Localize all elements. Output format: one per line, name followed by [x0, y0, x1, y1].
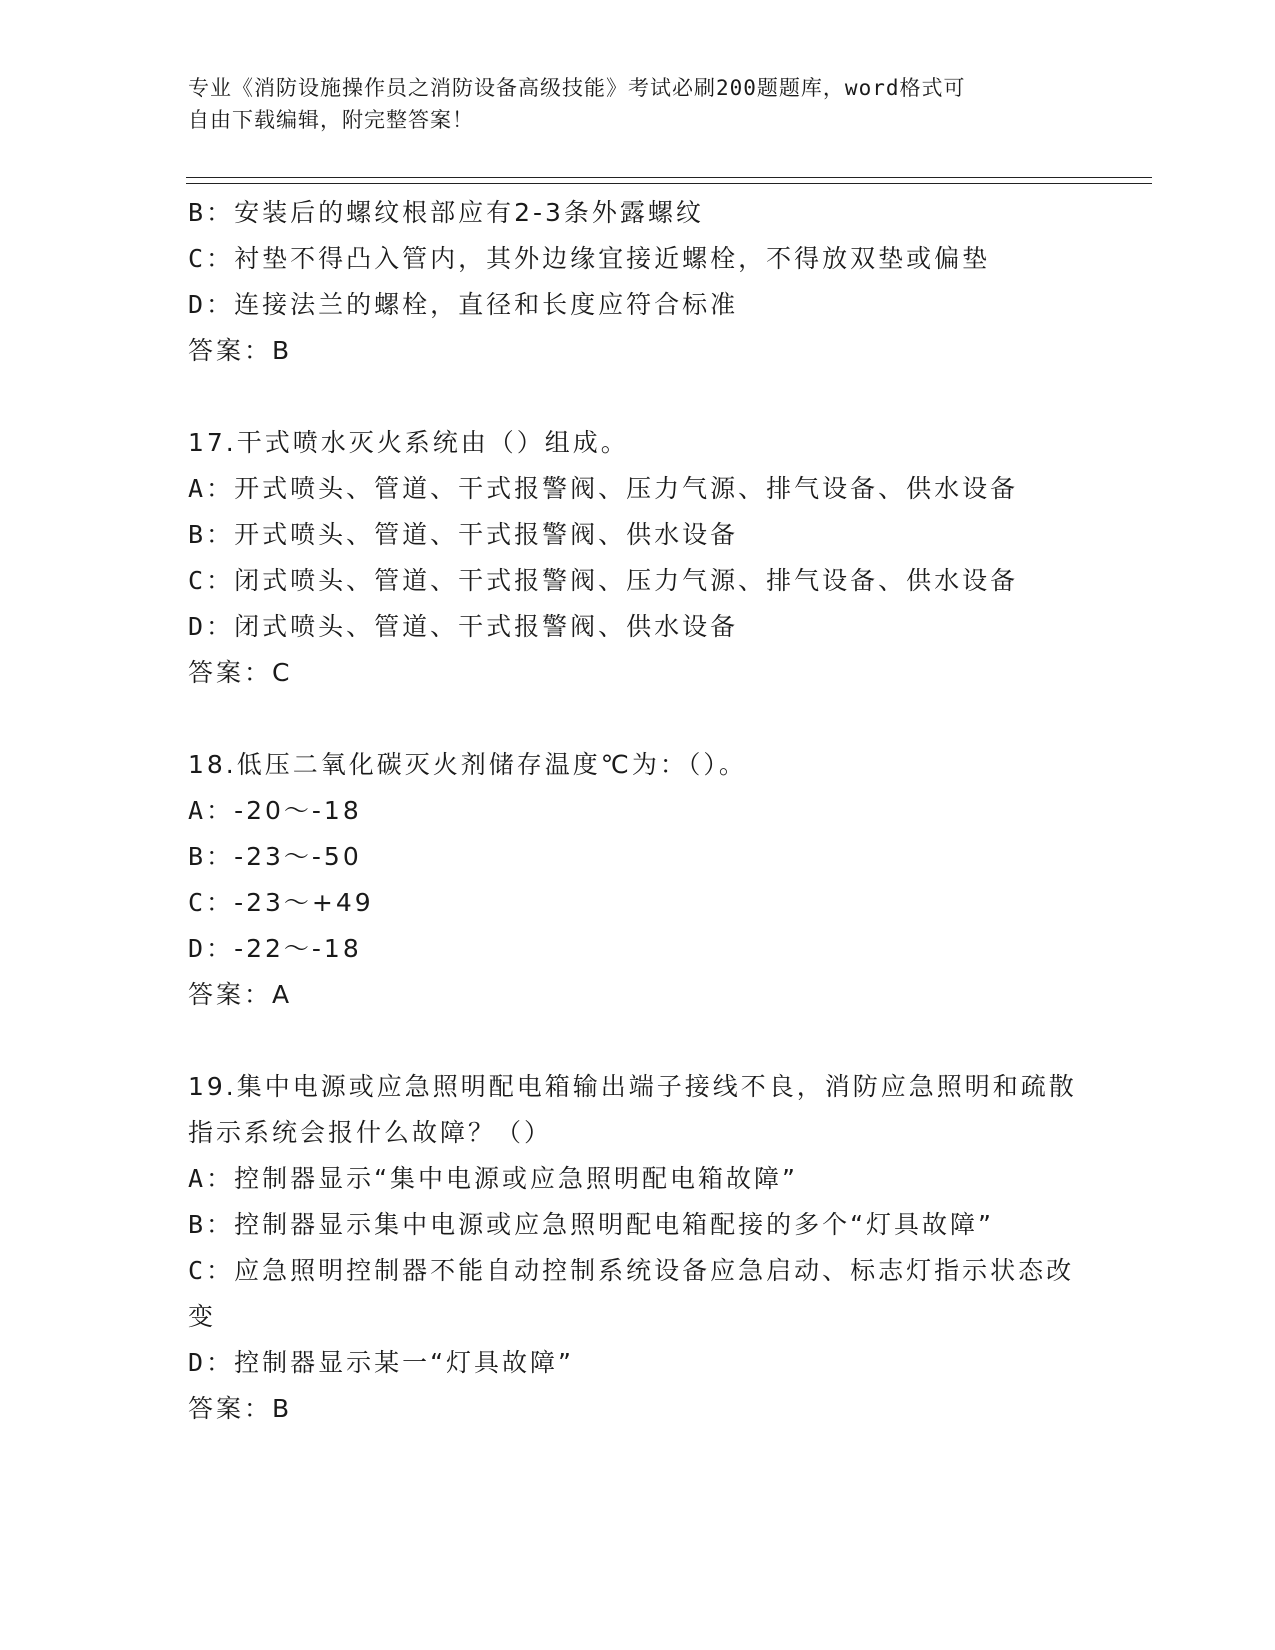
answer: 答案：C: [188, 658, 293, 687]
answer: 答案：A: [188, 980, 293, 1009]
option-c: C：应急照明控制器不能自动控制系统设备应急启动、标志灯指示状态改变: [188, 1256, 1075, 1331]
question-stem: 17.干式喷水灭火系统由（）组成。: [188, 428, 629, 457]
question-stem: 19.集中电源或应急照明配电箱输出端子接线不良，消防应急照明和疏散指示系统会报什么故障？（）: [188, 1072, 1077, 1147]
question-19: [188, 1064, 1088, 1432]
option-b: B：控制器显示集中电源或应急照明配电箱配接的多个“灯具故障”: [188, 1210, 994, 1239]
option-d: D：闭式喷头、管道、干式报警阀、供水设备: [188, 612, 739, 641]
option-b: B：-23～-50: [188, 842, 362, 871]
header-divider-top: [186, 177, 1152, 178]
question-17: [188, 420, 1088, 696]
question-stem: 18.低压二氧化碳灭火剂储存温度℃为：（）。: [188, 750, 747, 779]
option-a: A：控制器显示“集中电源或应急照明配电箱故障”: [188, 1164, 798, 1193]
document-header: [188, 72, 1088, 136]
option-c: C：闭式喷头、管道、干式报警阀、压力气源、排气设备、供水设备: [188, 566, 1019, 595]
header-line-2: 自由下载编辑，附完整答案！: [188, 108, 474, 132]
header-divider-bottom: [186, 183, 1152, 184]
option-d: D：控制器显示某一“灯具故障”: [188, 1348, 574, 1377]
option-b: B：安装后的螺纹根部应有2-3条外露螺纹: [188, 198, 704, 227]
header-line-1: 专业《消防设施操作员之消防设备高级技能》考试必刷200题题库，word格式可: [188, 76, 966, 100]
option-c: C：-23～+49: [188, 888, 374, 917]
answer: 答案：B: [188, 336, 293, 365]
option-c: C：衬垫不得凸入管内，其外边缘宜接近螺栓，不得放双垫或偏垫: [188, 244, 991, 273]
option-a: A：开式喷头、管道、干式报警阀、压力气源、排气设备、供水设备: [188, 474, 1019, 503]
option-b: B：开式喷头、管道、干式报警阀、供水设备: [188, 520, 739, 549]
prev-question-tail: [188, 190, 1088, 374]
answer: 答案：B: [188, 1394, 293, 1423]
question-list: [188, 190, 1088, 1432]
option-d: D：-22～-18: [188, 934, 362, 963]
option-d: D：连接法兰的螺栓，直径和长度应符合标准: [188, 290, 739, 319]
option-a: A：-20～-18: [188, 796, 362, 825]
question-18: [188, 742, 1088, 1018]
